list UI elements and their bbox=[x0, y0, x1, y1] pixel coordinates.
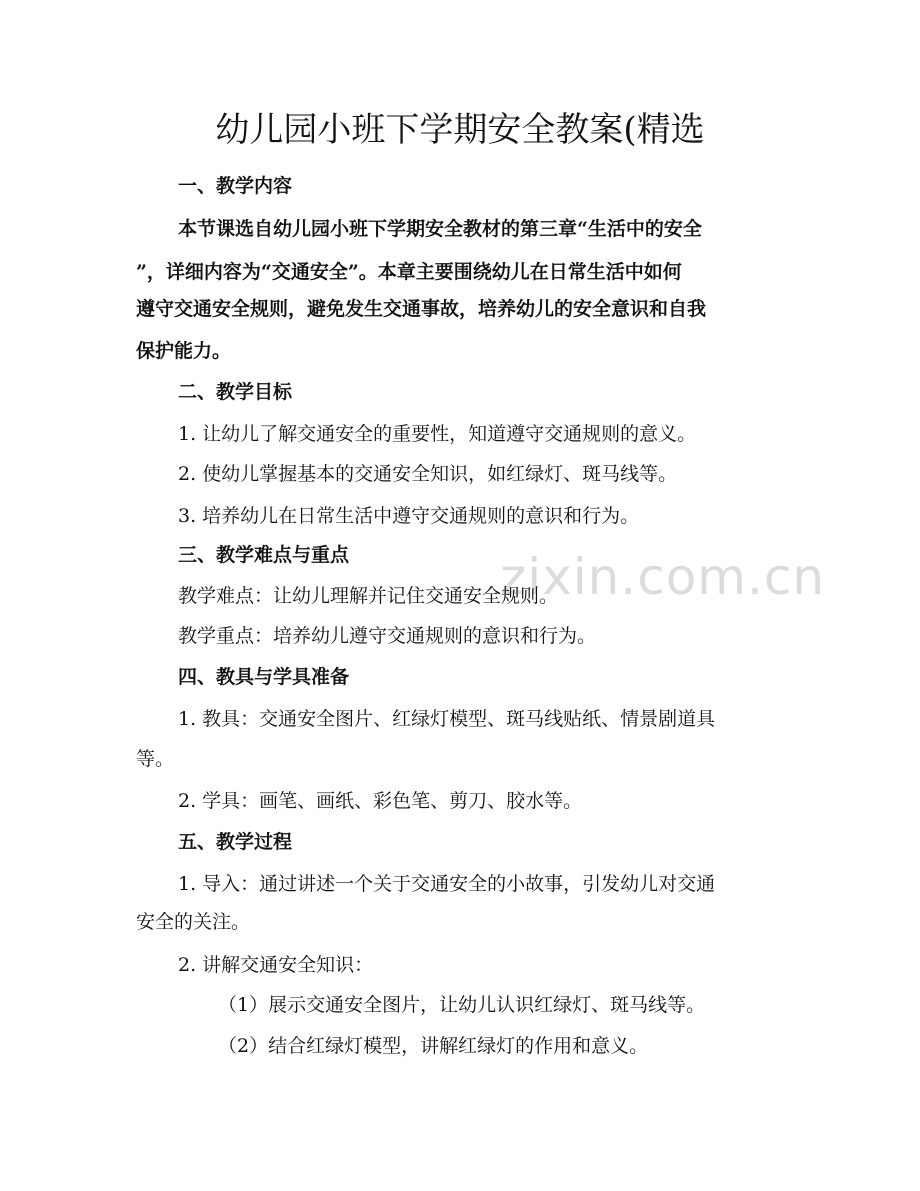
section-heading-process: 五、教学过程 bbox=[178, 831, 293, 853]
section-heading-difficulties: 三、教学难点与重点 bbox=[178, 544, 350, 566]
paragraph-line: 遵守交通安全规则，避免发生交通事故，培养幼儿的安全意识和自我 bbox=[136, 298, 707, 320]
watermark: zixin.com.cn bbox=[500, 548, 826, 606]
list-item: 2. 使幼儿掌握基本的交通安全知识，如红绿灯、斑马线等。 bbox=[178, 463, 678, 485]
section-heading-objectives: 二、教学目标 bbox=[178, 381, 293, 403]
list-item: 1. 导入：通过讲述一个关于交通安全的小故事，引发幼儿对交通 bbox=[178, 873, 716, 895]
document-title: 幼儿园小班下学期安全教案(精选 bbox=[215, 110, 705, 150]
paragraph-line: 保护能力。 bbox=[136, 340, 232, 362]
paragraph-line: ”，详细内容为“交通安全”。本章主要围绕幼儿在日常生活中如何 bbox=[136, 261, 682, 283]
list-item: 1. 让幼儿了解交通安全的重要性，知道遵守交通规则的意义。 bbox=[178, 423, 697, 445]
list-item-continuation: 安全的关注。 bbox=[136, 911, 251, 933]
section-heading-materials: 四、教具与学具准备 bbox=[178, 666, 350, 688]
sub-list-item: （1）展示交通安全图片，让幼儿认识红绿灯、斑马线等。 bbox=[218, 994, 706, 1016]
list-item: 教学难点：让幼儿理解并记住交通安全规则。 bbox=[178, 585, 559, 607]
paragraph-line: 本节课选自幼儿园小班下学期安全教材的第三章“生活中的安全 bbox=[178, 218, 702, 240]
list-item: 教学重点：培养幼儿遵守交通规则的意识和行为。 bbox=[178, 625, 597, 647]
section-heading-content: 一、教学内容 bbox=[178, 175, 293, 197]
list-item-continuation: 等。 bbox=[136, 748, 175, 770]
list-item: 1. 教具：交通安全图片、红绿灯模型、斑马线贴纸、情景剧道具 bbox=[178, 708, 716, 730]
sub-list-item: （2）结合红绿灯模型，讲解红绿灯的作用和意义。 bbox=[218, 1035, 649, 1057]
list-item: 2. 学具：画笔、画纸、彩色笔、剪刀、胶水等。 bbox=[178, 790, 583, 812]
list-item: 2. 讲解交通安全知识： bbox=[178, 954, 374, 976]
list-item: 3. 培养幼儿在日常生活中遵守交通规则的意识和行为。 bbox=[178, 505, 640, 527]
